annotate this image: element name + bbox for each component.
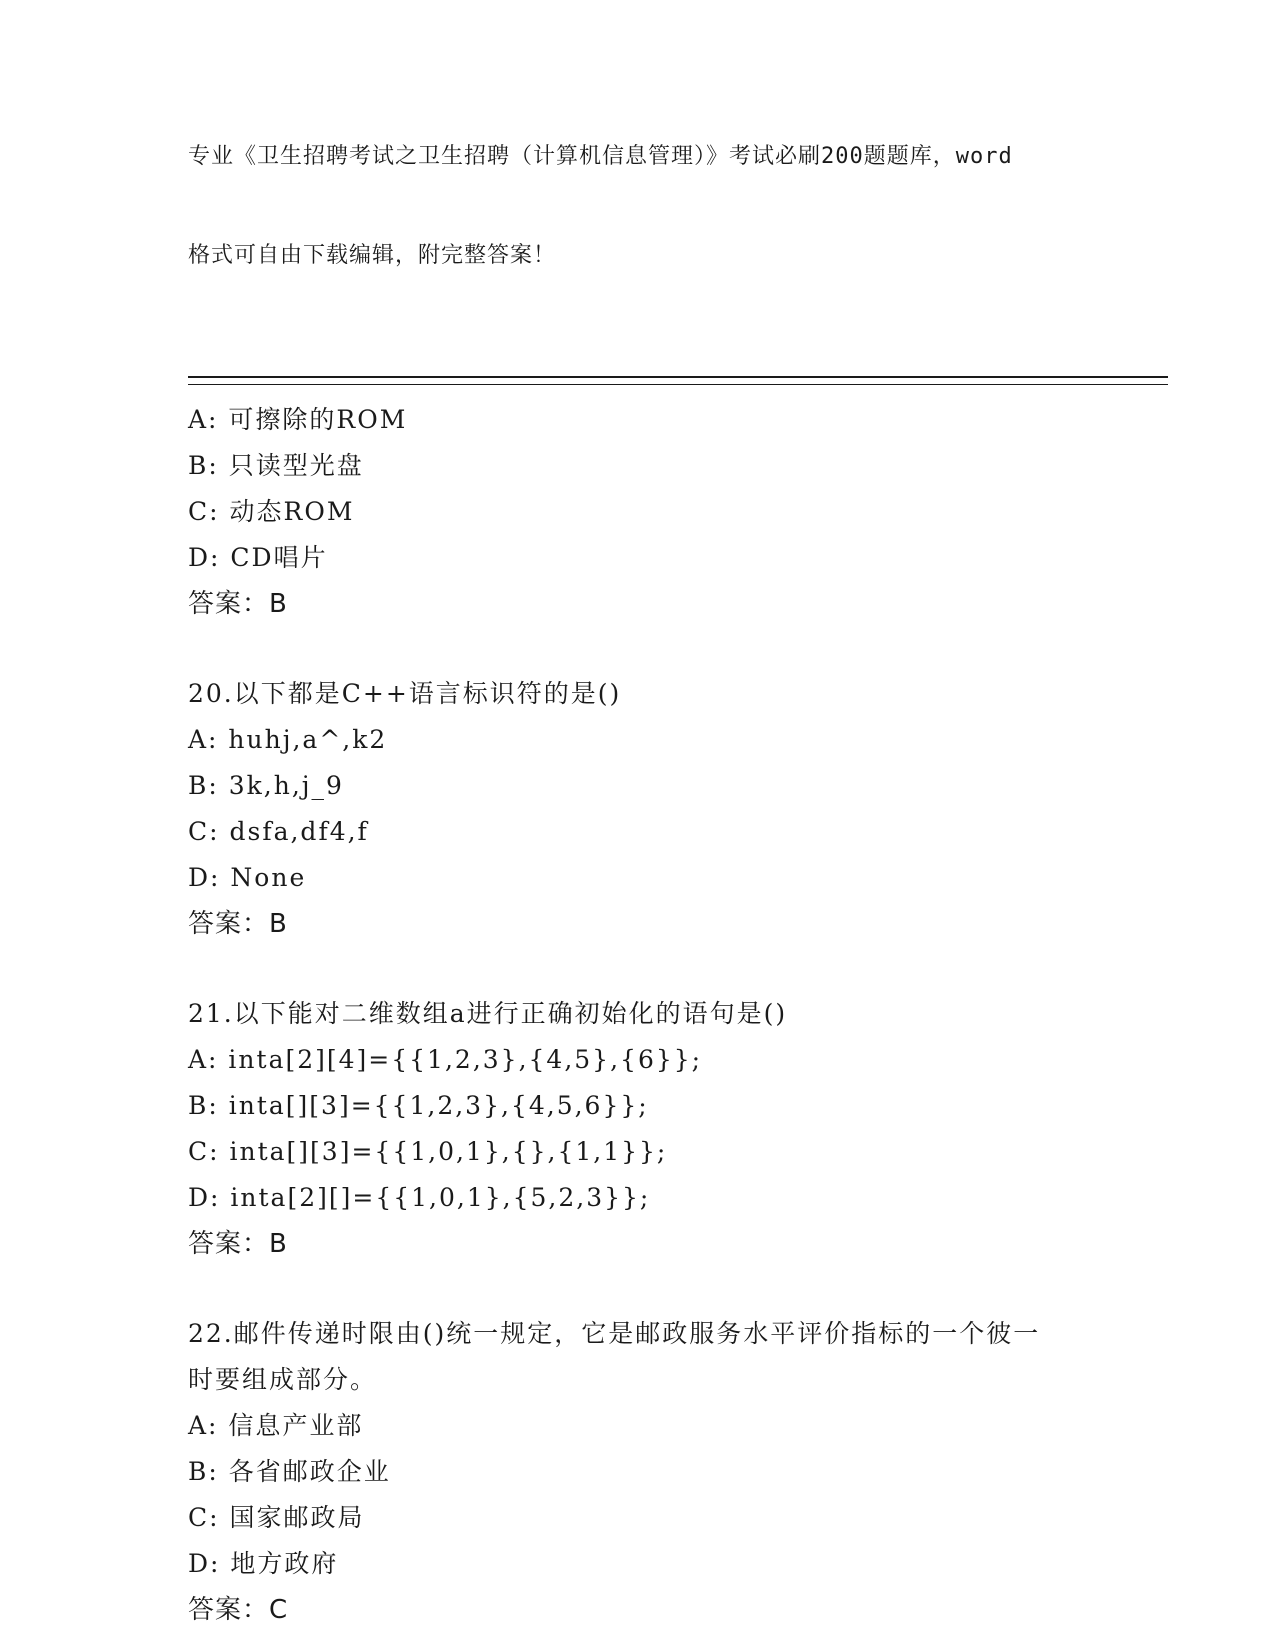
- option-c: C: dsfa,df4,f: [188, 817, 369, 846]
- question-block-19: [188, 397, 1168, 627]
- document-header: [188, 74, 1168, 338]
- header-title-line-2: 格式可自由下载编辑，附完整答案！: [188, 243, 557, 268]
- option-c: C: 动态ROM: [188, 497, 355, 526]
- question-text: 22.邮件传递时限由()统一规定，它是邮政服务水平评价指标的一个彼一时要组成部分。: [188, 1319, 1041, 1394]
- option-b: B: 3k,h,j_9: [188, 771, 344, 800]
- header-divider: [188, 376, 1168, 385]
- block-spacer: [188, 627, 1168, 671]
- option-d: D: None: [188, 863, 307, 892]
- question-block-22: [188, 1311, 1168, 1633]
- document-page: [188, 0, 1168, 1633]
- option-b: B: 各省邮政企业: [188, 1457, 391, 1486]
- option-d: D: 地方政府: [188, 1549, 339, 1578]
- question-text: 21.以下能对二维数组a进行正确初始化的语句是(): [188, 999, 788, 1028]
- block-spacer: [188, 1267, 1168, 1311]
- option-c: C: 国家邮政局: [188, 1503, 365, 1532]
- option-d: D: CD唱片: [188, 543, 328, 572]
- block-spacer: [188, 947, 1168, 991]
- header-title-line-1: 专业《卫生招聘考试之卫生招聘（计算机信息管理）》考试必刷200题题库，word: [188, 144, 1013, 169]
- option-c: C: inta[][3]={{1,0,1},{},{1,1}};: [188, 1137, 668, 1166]
- answer-label: 答案：B: [188, 909, 288, 939]
- answer-label: 答案：B: [188, 589, 288, 619]
- option-b: B: 只读型光盘: [188, 451, 364, 480]
- option-d: D: inta[2][]={{1,0,1},{5,2,3}};: [188, 1183, 651, 1212]
- option-a: A: huhj,a^,k2: [188, 725, 388, 754]
- answer-label: 答案：C: [188, 1595, 289, 1625]
- question-block-20: [188, 671, 1168, 947]
- answer-label: 答案：B: [188, 1229, 288, 1259]
- option-a: A: 信息产业部: [188, 1411, 364, 1440]
- option-a: A: inta[2][4]={{1,2,3},{4,5},{6}};: [188, 1045, 703, 1074]
- option-a: A: 可擦除的ROM: [188, 405, 408, 434]
- question-text: 20.以下都是C++语言标识符的是(): [188, 679, 622, 708]
- option-b: B: inta[][3]={{1,2,3},{4,5,6}};: [188, 1091, 649, 1120]
- question-block-21: [188, 991, 1168, 1267]
